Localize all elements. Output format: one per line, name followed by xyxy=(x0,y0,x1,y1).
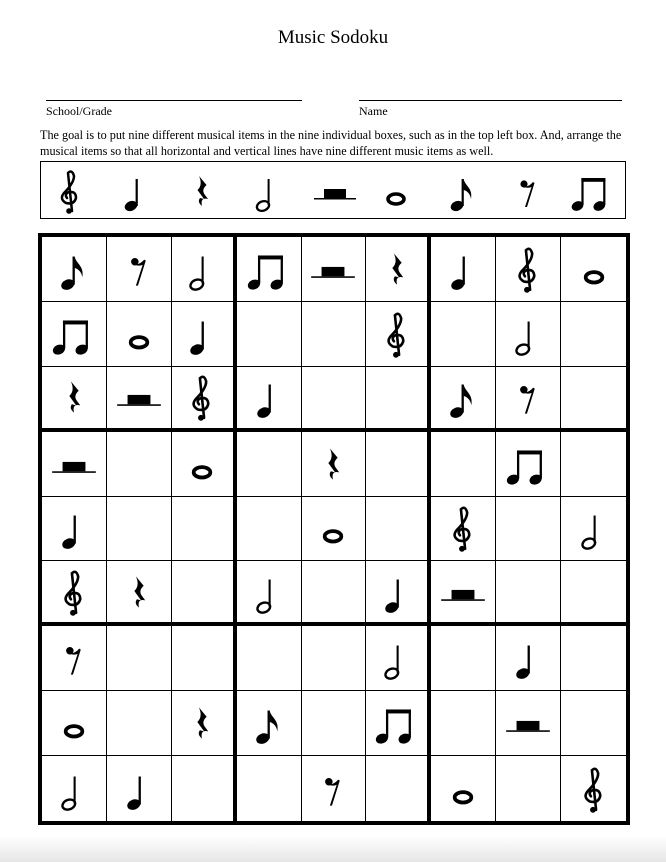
grid-cell[interactable] xyxy=(107,367,172,432)
beamed-eighths-icon xyxy=(243,243,295,295)
grid-cell[interactable] xyxy=(496,302,561,367)
eighth-rest-icon xyxy=(503,164,553,214)
grid-cell[interactable] xyxy=(302,497,367,562)
grid-cell[interactable] xyxy=(107,432,172,497)
grid-cell[interactable] xyxy=(237,691,302,756)
grid-cell[interactable] xyxy=(42,497,107,562)
grid-cell[interactable] xyxy=(172,561,237,626)
grid-cell[interactable] xyxy=(237,561,302,626)
grid-cell[interactable] xyxy=(561,756,626,821)
quarter-note-icon xyxy=(176,308,228,360)
grid-cell[interactable] xyxy=(561,302,626,367)
grid-cell[interactable] xyxy=(431,497,496,562)
treble-clef-icon xyxy=(48,566,100,618)
grid-cell[interactable] xyxy=(237,756,302,821)
grid-cell[interactable] xyxy=(172,302,237,367)
whole-note-icon xyxy=(48,697,100,749)
quarter-note-icon xyxy=(437,243,489,295)
quarter-note-icon xyxy=(111,164,161,214)
instructions-text: The goal is to put nine different musical items in the nine individual boxes, such as in the top left box. And, arrange the musical items so that all horizontal and vertical lines have nine different music items as well. xyxy=(40,128,622,158)
grid-cell[interactable] xyxy=(366,367,431,432)
eighth-note-icon xyxy=(437,371,489,423)
grid-cell[interactable] xyxy=(496,561,561,626)
half-rest-icon xyxy=(502,697,554,749)
quarter-rest-icon xyxy=(113,566,165,618)
legend-box xyxy=(40,161,626,219)
half-note-icon xyxy=(243,164,293,214)
grid-cell[interactable] xyxy=(366,561,431,626)
beamed-eighths-icon xyxy=(48,308,100,360)
grid-cell[interactable] xyxy=(107,561,172,626)
beamed-eighths-icon xyxy=(502,438,554,490)
grid-cell[interactable] xyxy=(107,756,172,821)
eighth-rest-icon xyxy=(502,371,554,423)
grid-cell[interactable] xyxy=(237,497,302,562)
eighth-note-icon xyxy=(243,697,295,749)
eighth-note-icon xyxy=(438,164,488,214)
grid-cell[interactable] xyxy=(237,626,302,691)
grid-cell[interactable] xyxy=(302,626,367,691)
quarter-note-icon xyxy=(371,566,423,618)
grid-cell[interactable] xyxy=(366,691,431,756)
quarter-note-icon xyxy=(48,502,100,554)
treble-clef-icon xyxy=(176,371,228,423)
grid-cell[interactable] xyxy=(431,237,496,302)
quarter-note-icon xyxy=(502,632,554,684)
grid-cell[interactable] xyxy=(172,497,237,562)
eighth-rest-icon xyxy=(48,632,100,684)
whole-note-icon xyxy=(568,243,620,295)
treble-clef-icon xyxy=(568,763,620,815)
half-note-icon xyxy=(48,763,100,815)
grid-cell[interactable] xyxy=(42,756,107,821)
grid-cell[interactable] xyxy=(42,302,107,367)
name-line[interactable] xyxy=(359,100,622,101)
whole-note-icon xyxy=(307,502,359,554)
page-title: Music Sodoku xyxy=(277,27,389,48)
grid-cell[interactable] xyxy=(431,302,496,367)
grid-cell[interactable] xyxy=(302,691,367,756)
grid-cell[interactable] xyxy=(561,691,626,756)
treble-clef-icon xyxy=(502,243,554,295)
grid-cell[interactable] xyxy=(172,691,237,756)
treble-clef-icon xyxy=(437,502,489,554)
beamed-eighths-icon xyxy=(567,164,617,214)
grid-cell[interactable] xyxy=(172,756,237,821)
half-note-icon xyxy=(243,566,295,618)
grid-cell[interactable] xyxy=(42,367,107,432)
grid-cell[interactable] xyxy=(561,626,626,691)
quarter-rest-icon xyxy=(307,438,359,490)
grid-cell[interactable] xyxy=(431,432,496,497)
half-note-icon xyxy=(176,243,228,295)
grid-cell[interactable] xyxy=(366,432,431,497)
grid-cell[interactable] xyxy=(42,237,107,302)
grid-cell[interactable] xyxy=(561,237,626,302)
grid-cell[interactable] xyxy=(431,367,496,432)
grid-cell[interactable] xyxy=(496,626,561,691)
grid-cell[interactable] xyxy=(302,756,367,821)
page-bottom-shade xyxy=(0,836,666,862)
half-note-icon xyxy=(371,632,423,684)
eighth-note-icon xyxy=(48,243,100,295)
grid-cell[interactable] xyxy=(107,691,172,756)
grid-cell[interactable] xyxy=(237,432,302,497)
school-grade-line[interactable] xyxy=(46,100,302,101)
sudoku-grid xyxy=(38,233,630,825)
grid-cell[interactable] xyxy=(302,432,367,497)
grid-cell[interactable] xyxy=(302,237,367,302)
quarter-rest-icon xyxy=(177,164,227,214)
half-note-icon xyxy=(502,308,554,360)
grid-cell[interactable] xyxy=(561,561,626,626)
beamed-eighths-icon xyxy=(371,697,423,749)
grid-cell[interactable] xyxy=(107,302,172,367)
grid-cell[interactable] xyxy=(302,302,367,367)
grid-cell[interactable] xyxy=(431,626,496,691)
grid-cell[interactable] xyxy=(496,756,561,821)
grid-cell[interactable] xyxy=(431,691,496,756)
treble-clef-icon xyxy=(371,308,423,360)
half-rest-icon xyxy=(437,566,489,618)
grid-cell[interactable] xyxy=(431,756,496,821)
quarter-note-icon xyxy=(243,371,295,423)
eighth-rest-icon xyxy=(307,763,359,815)
half-rest-icon xyxy=(48,438,100,490)
grid-cell[interactable] xyxy=(496,237,561,302)
grid-cell[interactable] xyxy=(237,237,302,302)
grid-cell[interactable] xyxy=(107,237,172,302)
grid-cell[interactable] xyxy=(366,497,431,562)
grid-cell[interactable] xyxy=(302,367,367,432)
quarter-rest-icon xyxy=(48,371,100,423)
quarter-note-icon xyxy=(113,763,165,815)
whole-note-icon xyxy=(437,763,489,815)
half-rest-icon xyxy=(310,164,360,214)
school-grade-label: School/Grade xyxy=(46,104,112,118)
grid-cell[interactable] xyxy=(42,561,107,626)
grid-cell[interactable] xyxy=(172,432,237,497)
whole-note-icon xyxy=(176,438,228,490)
grid-cell[interactable] xyxy=(496,367,561,432)
grid-cell[interactable] xyxy=(42,691,107,756)
grid-cell[interactable] xyxy=(366,237,431,302)
whole-note-icon xyxy=(371,164,421,214)
grid-cell[interactable] xyxy=(366,756,431,821)
grid-cell[interactable] xyxy=(42,626,107,691)
treble-clef-icon xyxy=(45,164,95,214)
grid-cell[interactable] xyxy=(366,302,431,367)
half-note-icon xyxy=(568,502,620,554)
grid-cell[interactable] xyxy=(107,626,172,691)
grid-cell[interactable] xyxy=(561,432,626,497)
grid-cell[interactable] xyxy=(561,497,626,562)
half-rest-icon xyxy=(113,371,165,423)
grid-cell[interactable] xyxy=(172,626,237,691)
grid-cell[interactable] xyxy=(496,432,561,497)
grid-cell[interactable] xyxy=(561,367,626,432)
grid-cell[interactable] xyxy=(302,561,367,626)
half-rest-icon xyxy=(307,243,359,295)
grid-cell[interactable] xyxy=(107,497,172,562)
whole-note-icon xyxy=(113,308,165,360)
quarter-rest-icon xyxy=(176,697,228,749)
grid-cell[interactable] xyxy=(366,626,431,691)
name-label: Name xyxy=(359,104,388,118)
grid-cell[interactable] xyxy=(172,237,237,302)
grid-cell[interactable] xyxy=(172,367,237,432)
grid-cell[interactable] xyxy=(496,497,561,562)
grid-cell[interactable] xyxy=(496,691,561,756)
grid-cell[interactable] xyxy=(237,302,302,367)
grid-cell[interactable] xyxy=(431,561,496,626)
eighth-rest-icon xyxy=(113,243,165,295)
grid-cell[interactable] xyxy=(237,367,302,432)
grid-cell[interactable] xyxy=(42,432,107,497)
quarter-rest-icon xyxy=(371,243,423,295)
